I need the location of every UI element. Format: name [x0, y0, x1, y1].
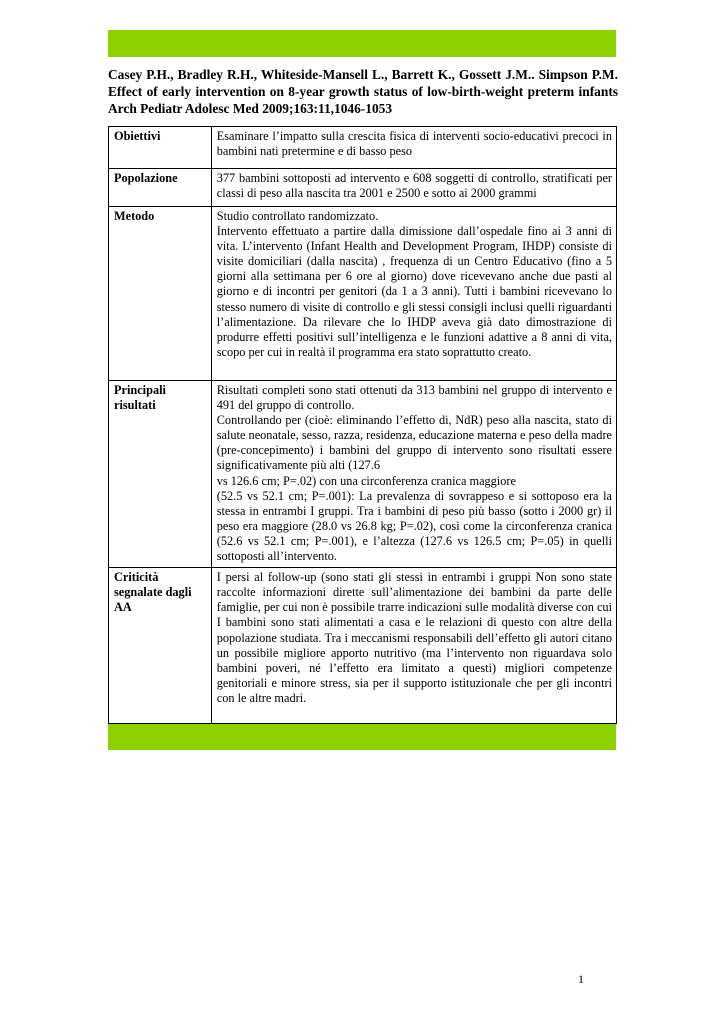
citation-heading: Casey P.H., Bradley R.H., Whiteside-Mansell L., Barrett K., Gossett J.M.. Simpson P.M. Effect of early intervention on 8-year growth status of low-birth-weight preterm infants Arch Pediatr Adolesc Med 2009;163:11,1046-1053 [108, 67, 618, 117]
footer-accent-bar [108, 724, 616, 750]
table-row-criticita [109, 568, 617, 724]
content-paragraph: (52.5 vs 52.1 cm; P=.001): La prevalenza di sovrappeso e si sottoposo era la stessa in entrambi I gruppi. Tra i bambini di peso più basso (sotto i 2000 gr) il peso era maggiore (28.0 vs 26.8 kg; P=.02), così come la circonferenza cranica (52.6 vs 52.1 cm; P=.001), e l’altezza (127.6 vs 126.5 cm; P=.05) in quelli sottoposti all’intervento. [216, 488, 612, 564]
row-label-obiettivi: Obiettivi [109, 127, 212, 169]
content-paragraph: Esaminare l’impatto sulla crescita fisica di interventi socio-educativi precoci in bambini nati pretermine e di basso peso [216, 129, 612, 159]
row-label-metodo: Metodo [109, 207, 212, 381]
row-content-principali-risultati [211, 381, 616, 568]
table-row-popolazione [109, 169, 617, 207]
row-content-obiettivi [211, 127, 616, 169]
header-accent-bar [108, 30, 616, 57]
content-paragraph: I persi al follow-up (sono stati gli stessi in entrambi i gruppi Non sono state raccolte informazioni dirette sull’alimentazione dei bambini da parte delle famiglie, per cui non è possibile trarre indicazioni sulle modalità diverse con cui I bambini sono stati alimentati a casa e le relazioni di questo con altre della popolazione studiata. Tra i meccanismi responsabili dell’effetto gli autori citano un possibile migliore apporto nutritivo (ma l’intervento non riguardava solo bambini poveri, né l’effetto era limitato a questi) migliori competenze genitoriali e minore stress, sia per il supporto istituzionale che per gli incontri con le altre madri. [216, 570, 612, 705]
page-number: 1 [578, 972, 584, 986]
table-row-principali-risultati [109, 381, 617, 568]
table-row-metodo [109, 207, 617, 381]
content-paragraph: Risultati completi sono stati ottenuti da 313 bambini nel gruppo di intervento e 491 del gruppo di controllo. [216, 383, 612, 413]
content-paragraph: 377 bambini sottoposti ad intervento e 608 soggetti di controllo, stratificati per classi di peso alla nascita tra 2001 e 2500 e sotto ai 2000 grammi [216, 171, 612, 201]
content-paragraph: Studio controllato randomizzato. [216, 209, 379, 223]
content-paragraph: Intervento effettuato a partire dalla dimissione dall’ospedale fino ai 3 anni di vita. L’intervento (Infant Health and Development Program, IHDP) consiste di visite domiciliari (dalla nascita) , frequenza di un Centro Educativo (fino a 5 giorni alla settimana per 6 ore al giorno) dove ricevevano anche due pasti al giorno e di incontri per genitori (da 1 a 3 anni). Tutti i bambini ricevevano lo stesso numero di visite di controllo e gli stessi consigli inclusi quelli riguardanti l’alimentazione. Da rilevare che lo IHDP aveva già dato dimostrazione di produrre effetti positivi sull’intelligenza e le funzioni adattive a 8 anni di vita, scopo per cui in realtà il programma era stato soprattutto creato. [216, 224, 612, 359]
row-content-criticita [211, 568, 616, 724]
row-content-metodo [211, 207, 616, 381]
content-paragraph: Controllando per (cioè: eliminando l’effetto di, NdR) peso alla nascita, stato di salute neonatale, sesso, razza, residenza, educazione materna e peso della madre (pre-concepimento) i bambini del gruppo di intervento sono risultati essere significativamente più alti (127.6 [216, 413, 612, 473]
content-paragraph: vs 126.6 cm; P=.02) con una circonferenza cranica maggiore [216, 473, 516, 488]
table-row-obiettivi [109, 127, 617, 169]
row-content-popolazione [211, 169, 616, 207]
row-label-principali-risultati: Principali risultati [109, 381, 212, 568]
summary-table [108, 126, 617, 724]
row-label-criticita: Criticità segnalate dagli AA [109, 568, 212, 724]
row-label-popolazione: Popolazione [109, 169, 212, 207]
